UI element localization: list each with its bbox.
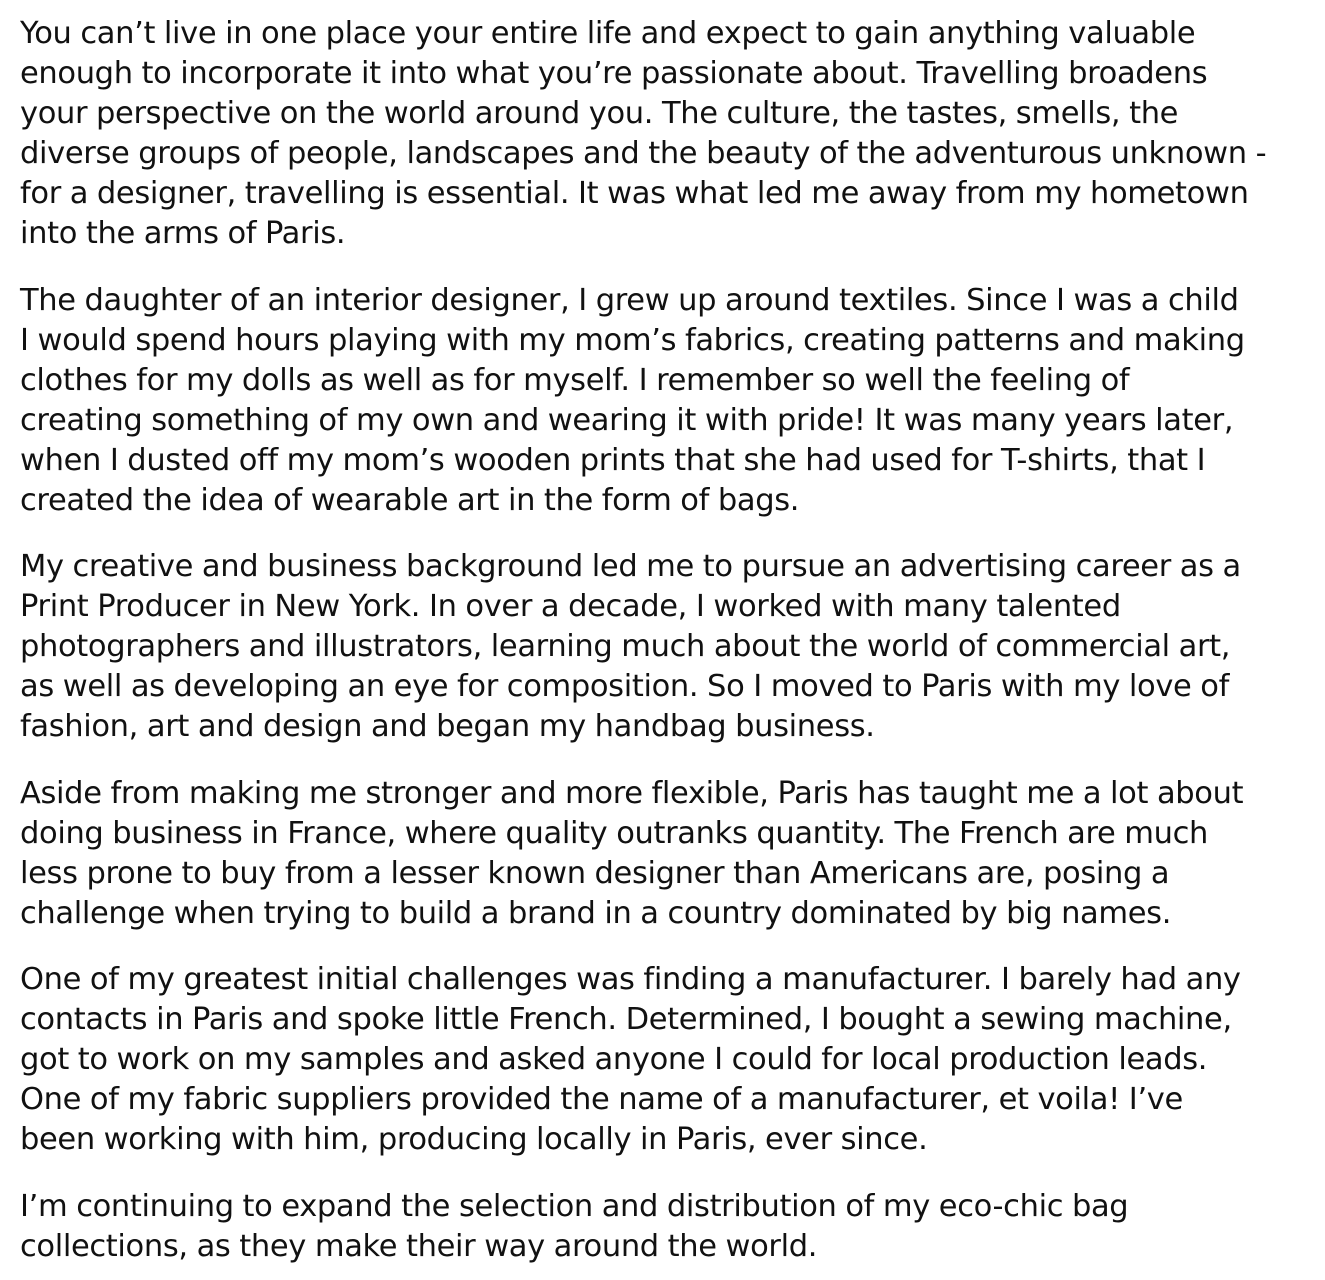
paragraph-childhood: The daughter of an interior designer, I grew up around textiles. Since I was a child I would spend hours playing with my mom’s fabrics, creating patterns and making clothes for my dolls as well as for myself. I remember so well the feeling of creating something of my own and wearing it with pride! It was many years later, when I dusted off my mom’s wooden prints that she had used for T-shirts, that I created the idea of wearable art in the form of bags. — [20, 282, 1245, 518]
paragraph-manufacturer: One of my greatest initial challenges was finding a manufacturer. I barely had any contacts in Paris and spoke little French. Determined, I bought a sewing machine, got to work on my samples and asked anyone I could for local production leads. One of my fabric suppliers provided the name of a manufacturer, et voila! I’ve been working with him, producing locally in Paris, ever since. — [20, 962, 1241, 1157]
paragraph-paris-business: Aside from making me stronger and more flexible, Paris has taught me a lot about doing business in France, where quality outranks quantity. The French are much less prone to buy from a lesser known designer than Americans are, posing a challenge when trying to build a brand in a country dominated by big names. — [20, 775, 1244, 931]
paragraph-career: My creative and business background led me to pursue an advertising career as a Print Producer in New York. In over a decade, I worked with many talented photographers and illustrators, learning much about the world of commercial art, as well as developing an eye for composition. So I moved to Paris with my love of fashion, art and design and began my handbag business. — [20, 549, 1241, 744]
paragraph-travel: You can’t live in one place your entire life and expect to gain anything valuable enough to incorporate it into what you’re passionate about. Travelling broadens your perspective on the world around you. The culture, the tastes, smells, the diverse groups of people, landscapes and the beauty of the adventurous unknown - for a designer, travelling is essential. It was what led me away from my hometown into the arms of Paris. — [20, 16, 1267, 251]
paragraph-expansion: I’m continuing to expand the selection and distribution of my eco-chic bag collections, as they make their way around the world. — [20, 1188, 1129, 1264]
